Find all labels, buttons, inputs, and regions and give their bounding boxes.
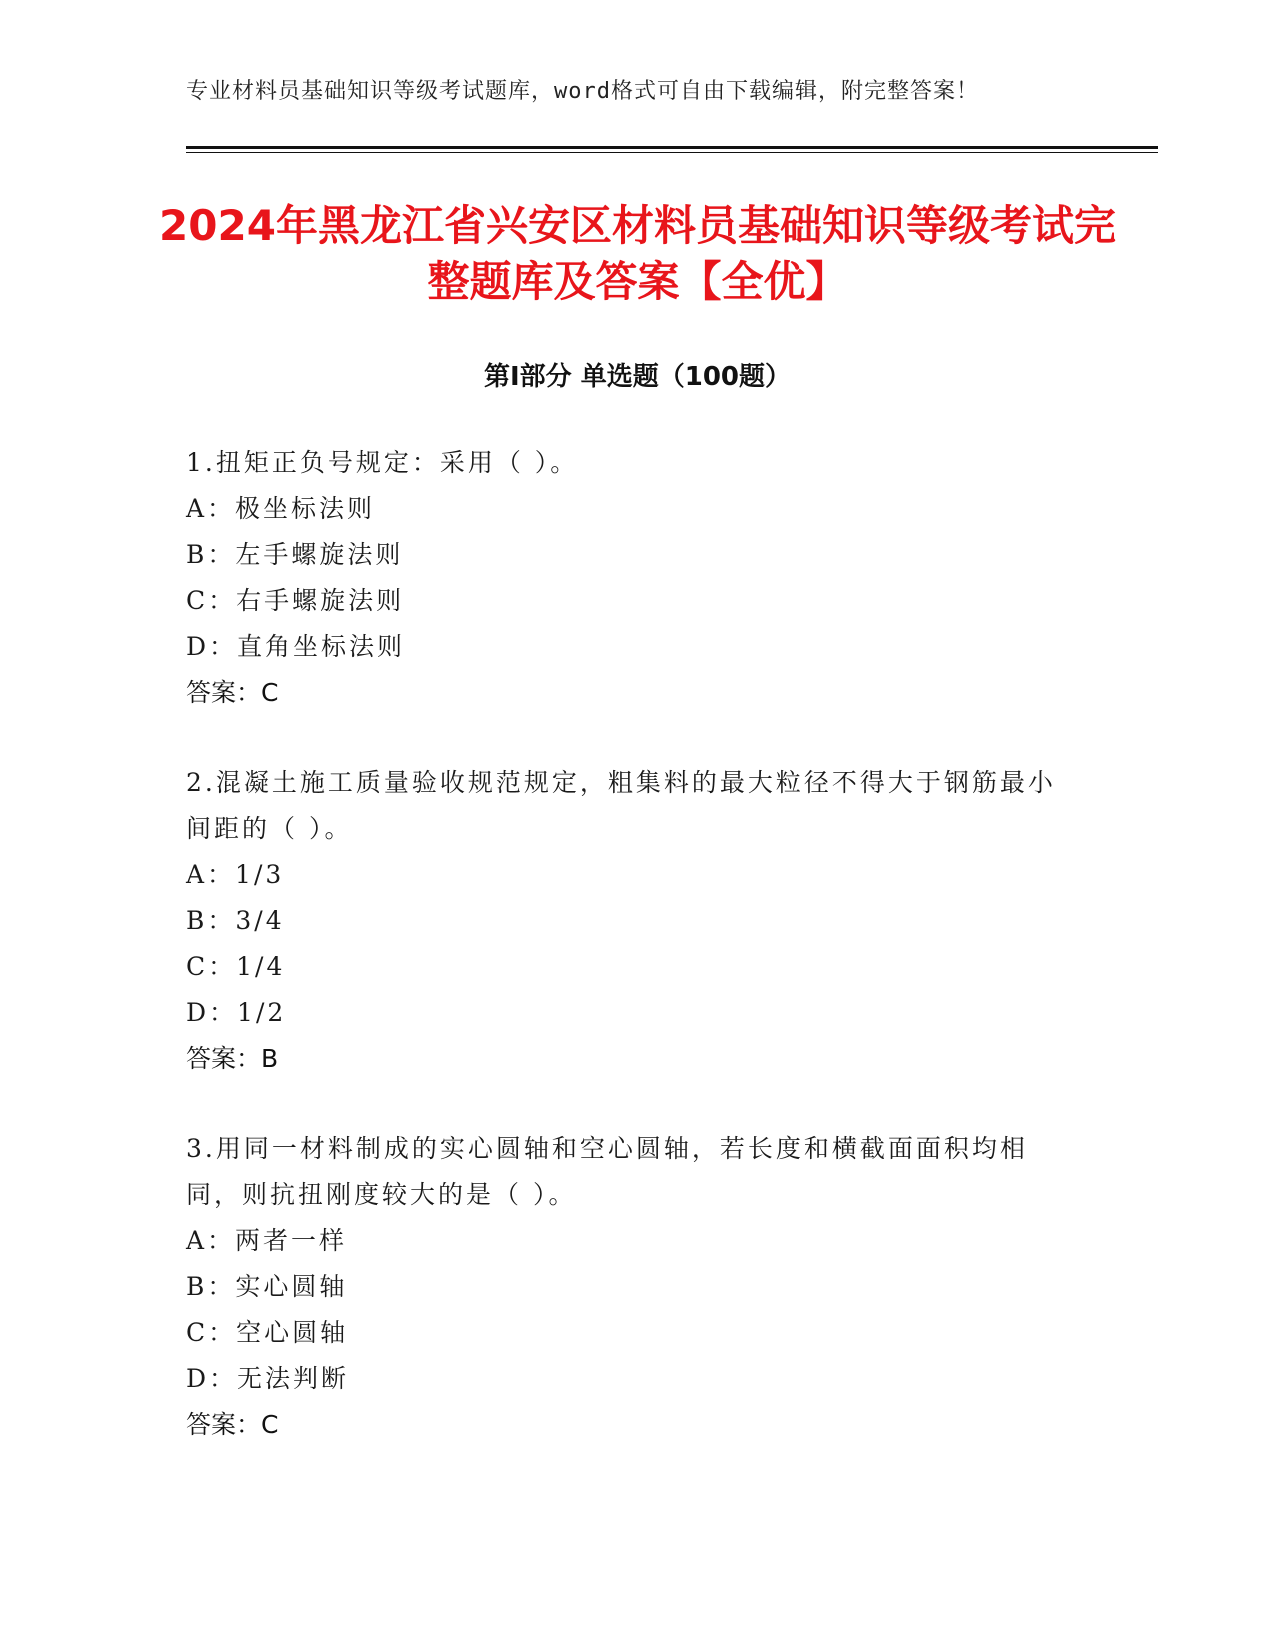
option-d: D：无法判断: [186, 1364, 350, 1393]
question-1: [186, 440, 1066, 716]
option-a: A：极坐标法则: [186, 494, 376, 523]
option-b: B：实心圆轴: [186, 1272, 348, 1301]
option-a: A：1/3: [186, 860, 285, 889]
question-2: [186, 760, 1066, 1082]
question-text: 3.用同一材料制成的实心圆轴和空心圆轴，若长度和横截面面积均相同，则抗扭刚度较大的是（ ）。: [186, 1134, 1028, 1209]
question-text: 2.混凝土施工质量验收规范规定，粗集料的最大粒径不得大于钢筋最小间距的（ ）。: [186, 768, 1056, 843]
option-b: B：左手螺旋法则: [186, 540, 404, 569]
header-note: 专业材料员基础知识等级考试题库，word格式可自由下载编辑，附完整答案！: [186, 79, 979, 104]
header-rule-thin: [186, 152, 1158, 153]
option-d: D：直角坐标法则: [186, 632, 406, 661]
question-text: 1.扭矩正负号规定：采用（ ）。: [186, 448, 579, 477]
answer: 答案：C: [186, 1410, 279, 1439]
header-rule-thick: [186, 146, 1158, 149]
option-b: B：3/4: [186, 906, 285, 935]
option-d: D：1/2: [186, 998, 287, 1027]
option-a: A：两者一样: [186, 1226, 348, 1255]
document-title: 2024年黑龙江省兴安区材料员基础知识等级考试完整题库及答案【全优】: [159, 201, 1116, 306]
question-list: [186, 440, 1066, 1492]
question-3: [186, 1126, 1066, 1448]
option-c: C：右手螺旋法则: [186, 586, 405, 615]
answer: 答案：C: [186, 678, 279, 707]
section-title: 第Ⅰ部分 单选题（100题）: [484, 362, 791, 392]
answer: 答案：B: [186, 1044, 279, 1073]
option-c: C：1/4: [186, 952, 286, 981]
option-c: C：空心圆轴: [186, 1318, 349, 1347]
